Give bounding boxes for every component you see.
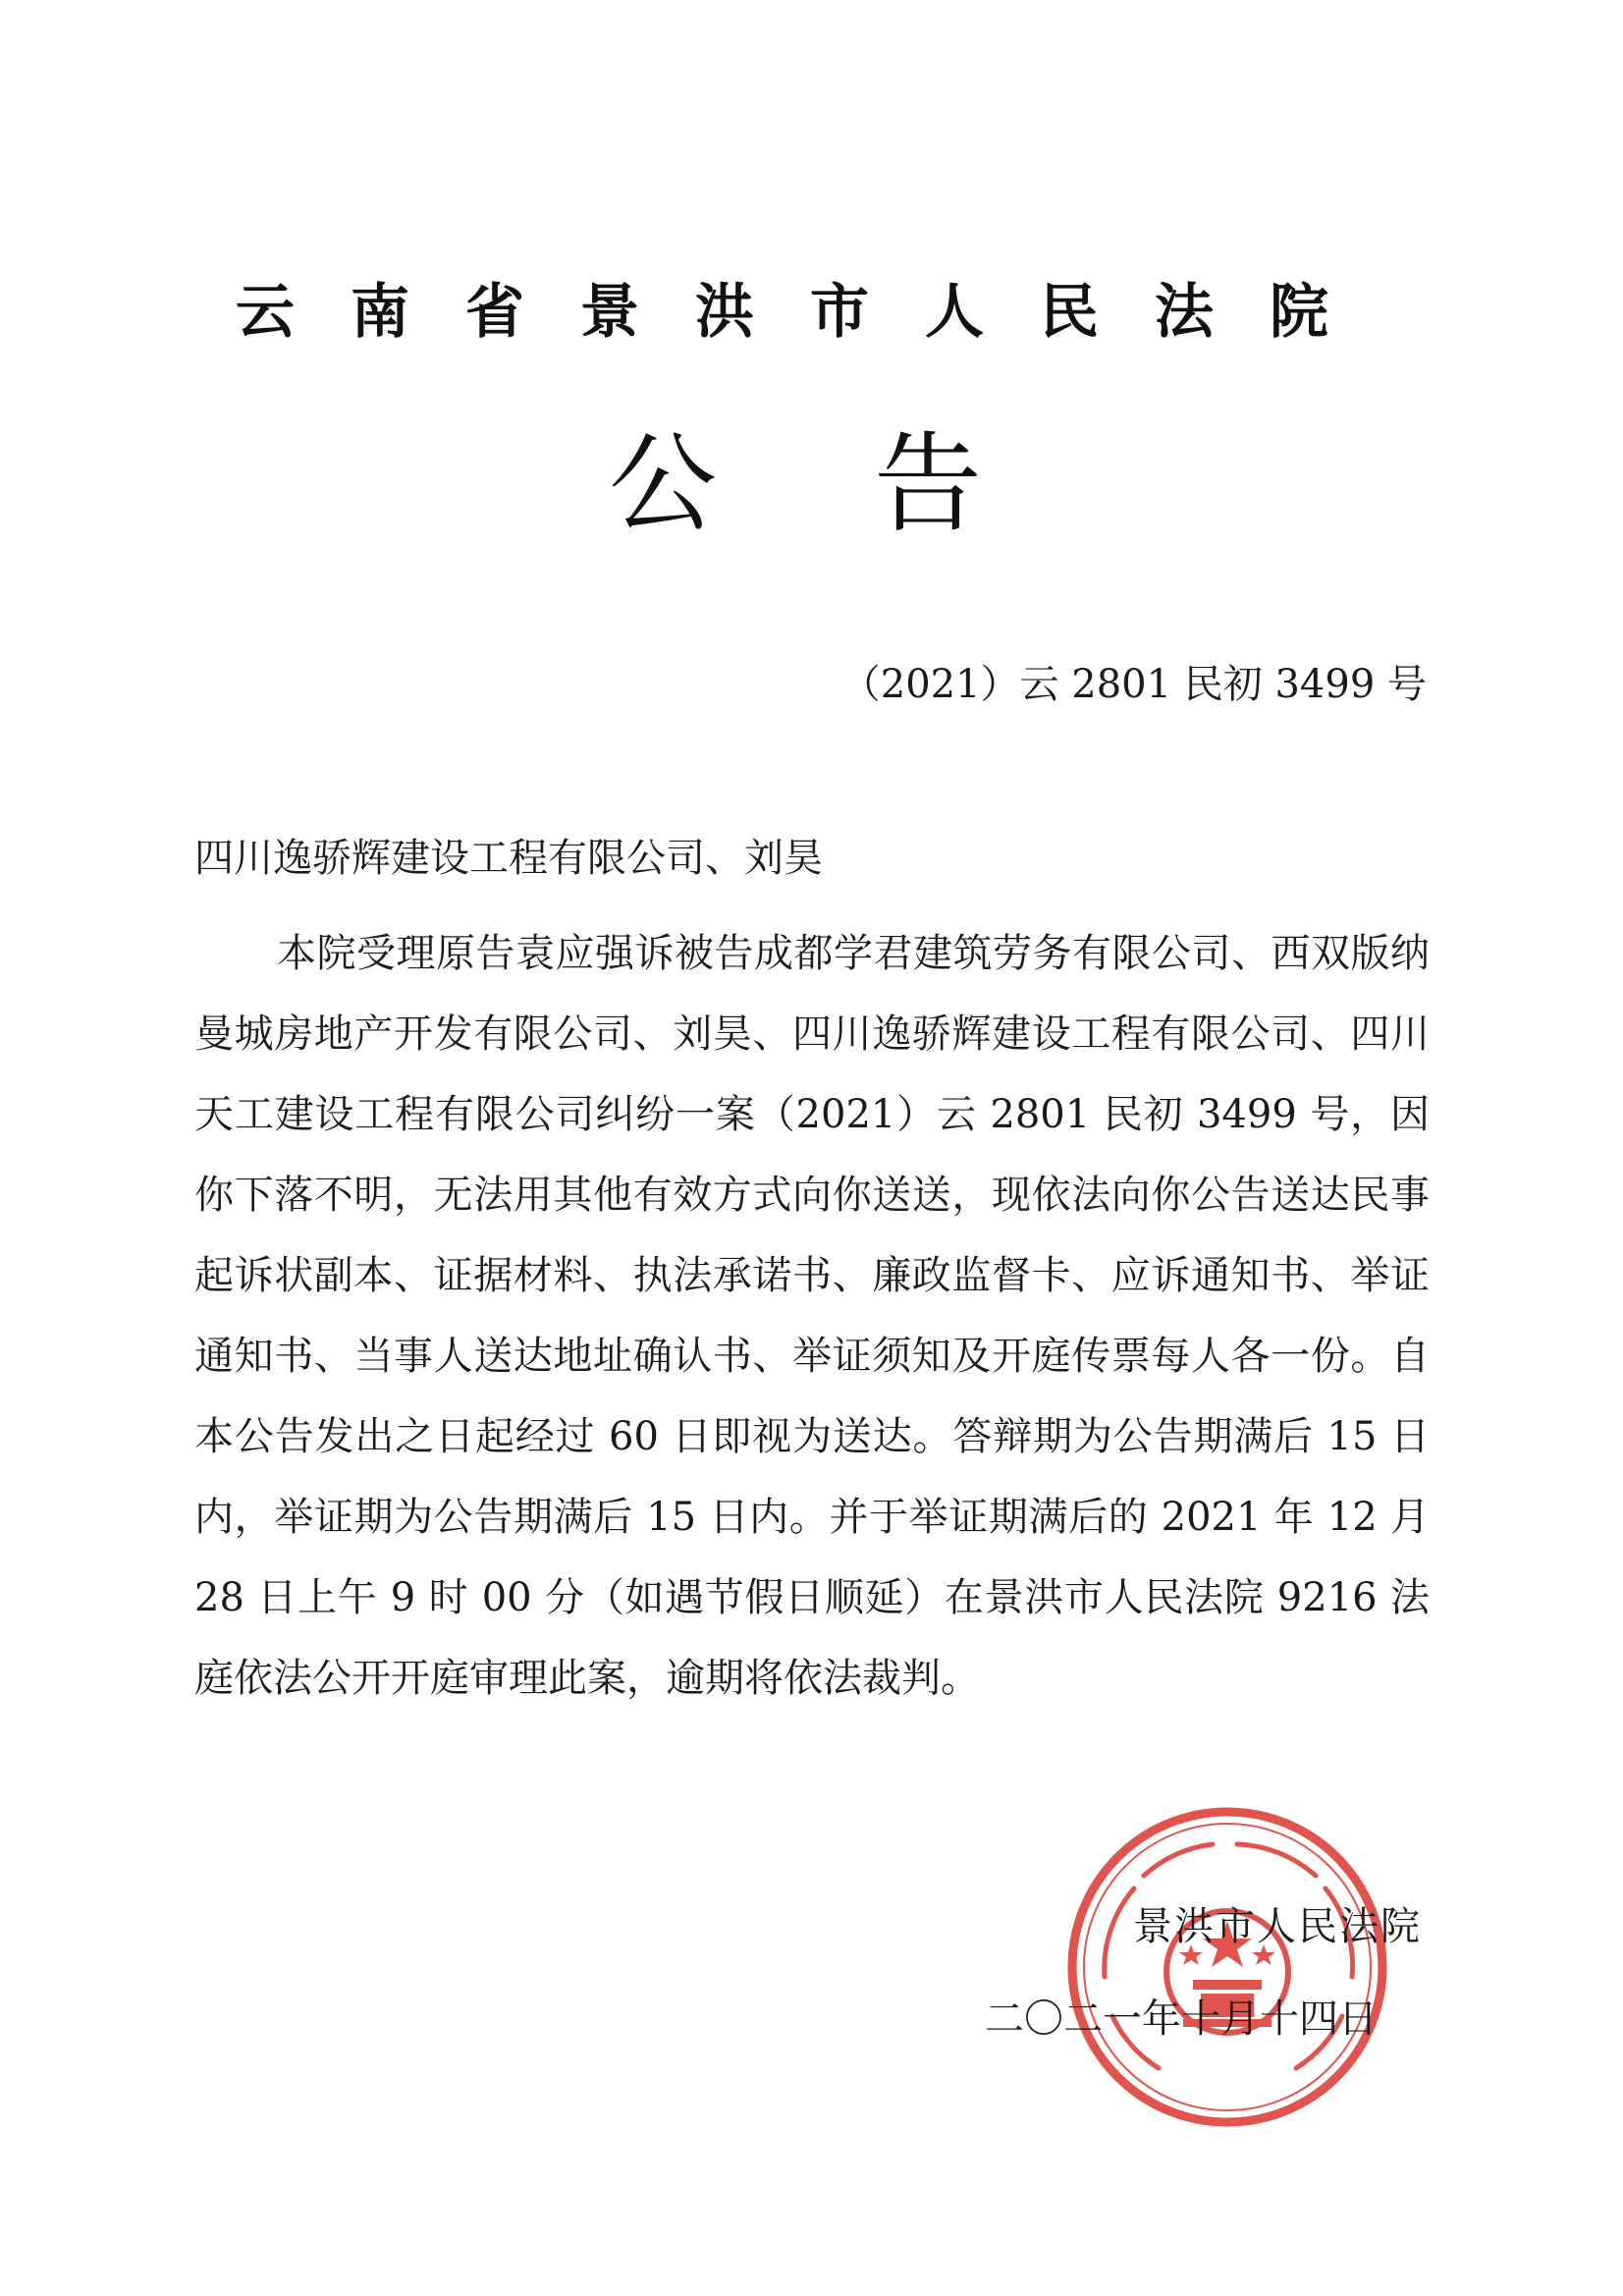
signature-court-name: 景洪市人民法院 [1133, 1904, 1422, 1949]
signature-date: 二〇二一年十月十四日 [985, 1996, 1378, 2042]
notice-title: 公告 [609, 421, 1139, 547]
case-number: （2021）云 2801 民初 3499 号 [840, 662, 1427, 707]
court-name-heading: 云南省景洪市人民法院 [236, 278, 1384, 347]
notice-body: 本院受理原告袁应强诉被告成都学君建筑劳务有限公司、西双版纳曼城房地产开发有限公司、刘昊、四川逸骄辉建设工程有限公司、四川天工建设工程有限公司纠纷一案（2021）云 2801 民初 3499 号，因你下落不明，无法用其他有效方式向你送送，现依法向你公告送达民事起诉状副本、证据材料、执法承诺书、廉政监督卡、应诉通知书、举证通知书、当事人送达地址确认书、举证须知及开庭传票每人各一份。自本公告发出之日起经过 60 日即视为送达。答辩期为公告期满后 15 日内，举证期为公告期满后 15 日内。并于举证期满后的 2021 年 12 月 28 日上午 9 时 00 分（如遇节假日顺延）在景洪市人民法院 9216 法庭依法公开开庭审理此案，逾期将依法裁判。 [194, 931, 1430, 1701]
court-seal-icon [1065, 1805, 1389, 2129]
addressee: 四川逸骄辉建设工程有限公司、刘昊 [194, 836, 823, 881]
